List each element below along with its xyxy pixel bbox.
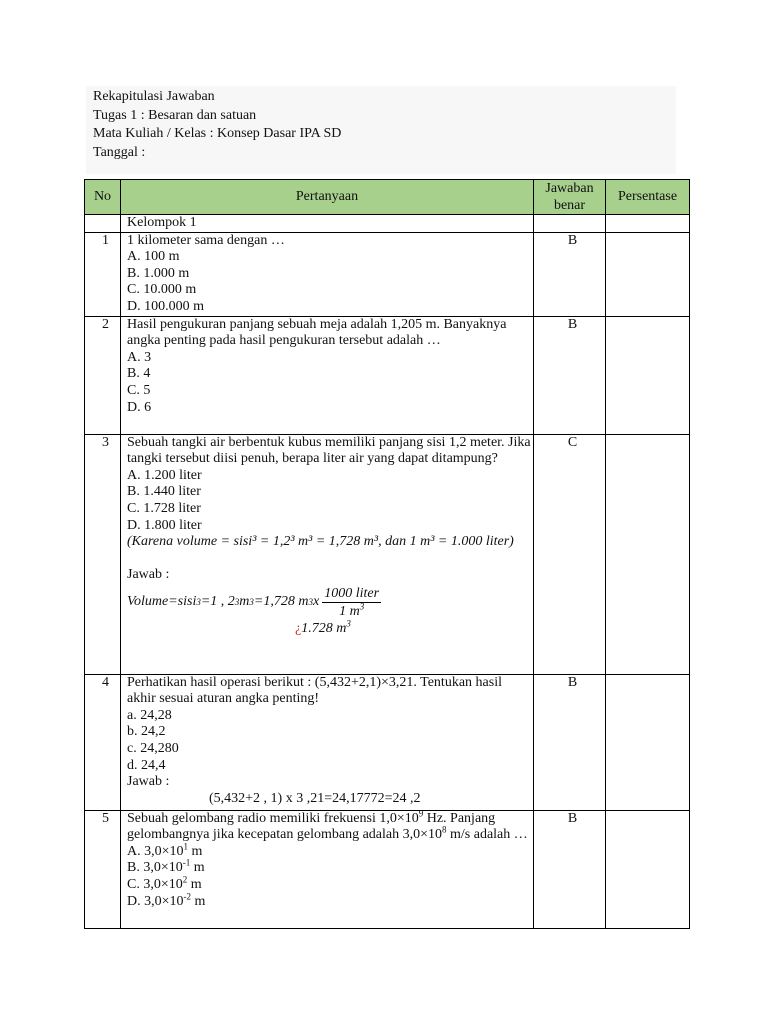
option: D. $3,0\times 10^{-2}$ m xyxy=(127,890,206,909)
percentage-cell xyxy=(606,810,690,928)
col-no-header: No xyxy=(85,180,121,215)
course-info: Mata Kuliah / Kelas : Konsep Dasar IPA SD xyxy=(93,126,342,141)
option: B. $3,0\times 10^{-1}$ m xyxy=(127,857,205,876)
question-text: Sebuah tangki air berbentuk kubus memiliki panjang sisi 1,2 meter. Jika tangki tersebut diisi penuh, berapa liter air yang dapat ditampung? xyxy=(127,434,531,467)
table-row xyxy=(85,316,690,434)
table-row xyxy=(85,674,690,810)
percentage-cell xyxy=(606,232,690,316)
percentage-cell xyxy=(606,316,690,434)
option: C. $3,0\times 10^2$ m xyxy=(127,874,202,892)
question-cell xyxy=(121,807,534,928)
group-label: Kelompok 1 xyxy=(121,215,534,233)
option: C. 1.728 liter xyxy=(127,500,201,516)
table-row xyxy=(85,232,690,316)
table-header-row xyxy=(85,180,690,215)
option: C. 5 xyxy=(127,382,151,398)
table-row xyxy=(85,810,690,928)
group-row xyxy=(85,215,690,233)
question-number: 2 xyxy=(85,316,121,434)
correct-answer: C xyxy=(534,434,606,674)
table-row xyxy=(85,434,690,674)
question-text: Perhatikan hasil operasi berikut : (5,432+2,1)×3,21. Tentukan hasil akhir sesuai aturan angka penting! xyxy=(127,674,502,707)
task-title: Tugas 1 : Besaran dan satuan xyxy=(93,107,257,123)
calculation-formula: (5,432+2 , 1) x 3 ,21=24,17772=24 ,2 xyxy=(209,790,421,806)
question-cell xyxy=(121,316,534,434)
recap-title: Rekapitulasi Jawaban xyxy=(93,89,215,104)
explanation-note: (Karena volume = sisi³ = 1,2³ m³ = 1,728 m³, dan 1 m³ = 1.000 liter) xyxy=(127,534,514,550)
col-answer-header: Jawaban benar xyxy=(534,180,606,215)
option: A. $3,0\times 10^1$ m xyxy=(127,841,203,859)
volume-result: ¿1.728 $m^3$ xyxy=(295,618,351,637)
question-text: Hasil pengukuran panjang sebuah meja adalah 1,205 m. Banyaknya angka penting pada hasil pengukuran tersebut adalah … xyxy=(127,316,507,349)
col-question-header: Pertanyaan xyxy=(121,180,534,215)
volume-formula: Volume=sisi 3 =1 , 2 3 m 3 =1,728 m 3 x $\frac{\text{1000 liter}}{1 m^3}$ xyxy=(127,585,380,619)
question-number: 3 xyxy=(85,434,121,674)
question-number: 4 xyxy=(85,674,121,810)
question-text: Sebuah gelombang radio memiliki frekuensi $1,0\times 10^9$ Hz. Panjang gelombangnya jika kecepatan gelombang adalah $3,0\times 10^8$ m/s adalah … xyxy=(127,807,528,843)
option: C. 10.000 m xyxy=(127,282,197,298)
question-cell xyxy=(121,434,534,674)
question-text: 1 kilometer sama dengan … xyxy=(127,232,285,248)
option: A. 1.200 liter xyxy=(127,467,202,483)
option: B. 4 xyxy=(127,366,151,382)
option: b. 24,2 xyxy=(127,724,166,740)
option: c. 24,280 xyxy=(127,740,179,756)
date-field: Tanggal : xyxy=(93,144,146,160)
question-cell xyxy=(121,232,534,316)
question-cell xyxy=(121,674,534,810)
option: D. 6 xyxy=(127,399,152,415)
correct-answer: B xyxy=(534,316,606,434)
answer-label: Jawab : xyxy=(127,566,170,582)
col-percent-header: Persentase xyxy=(606,180,690,215)
document-header xyxy=(86,86,676,174)
option: A. 100 m xyxy=(127,249,180,265)
option: B. 1.000 m xyxy=(127,265,190,281)
option: A. 3 xyxy=(127,349,152,365)
option: a. 24,28 xyxy=(127,707,172,723)
correct-answer: B xyxy=(534,674,606,810)
answer-label: Jawab : xyxy=(127,774,170,790)
percentage-cell xyxy=(606,674,690,810)
percentage-cell xyxy=(606,434,690,674)
correct-answer: B xyxy=(534,232,606,316)
answer-table xyxy=(84,179,690,929)
option: D. 100.000 m xyxy=(127,298,204,314)
option: B. 1.440 liter xyxy=(127,484,201,500)
question-number: 5 xyxy=(85,810,121,928)
question-number: 1 xyxy=(85,232,121,316)
liter-fraction: $\frac{\text{1000 liter}}{1 m^3}$ xyxy=(324,585,380,619)
option: d. 24,4 xyxy=(127,757,166,773)
option: D. 1.800 liter xyxy=(127,517,202,533)
correct-answer: B xyxy=(534,810,606,928)
